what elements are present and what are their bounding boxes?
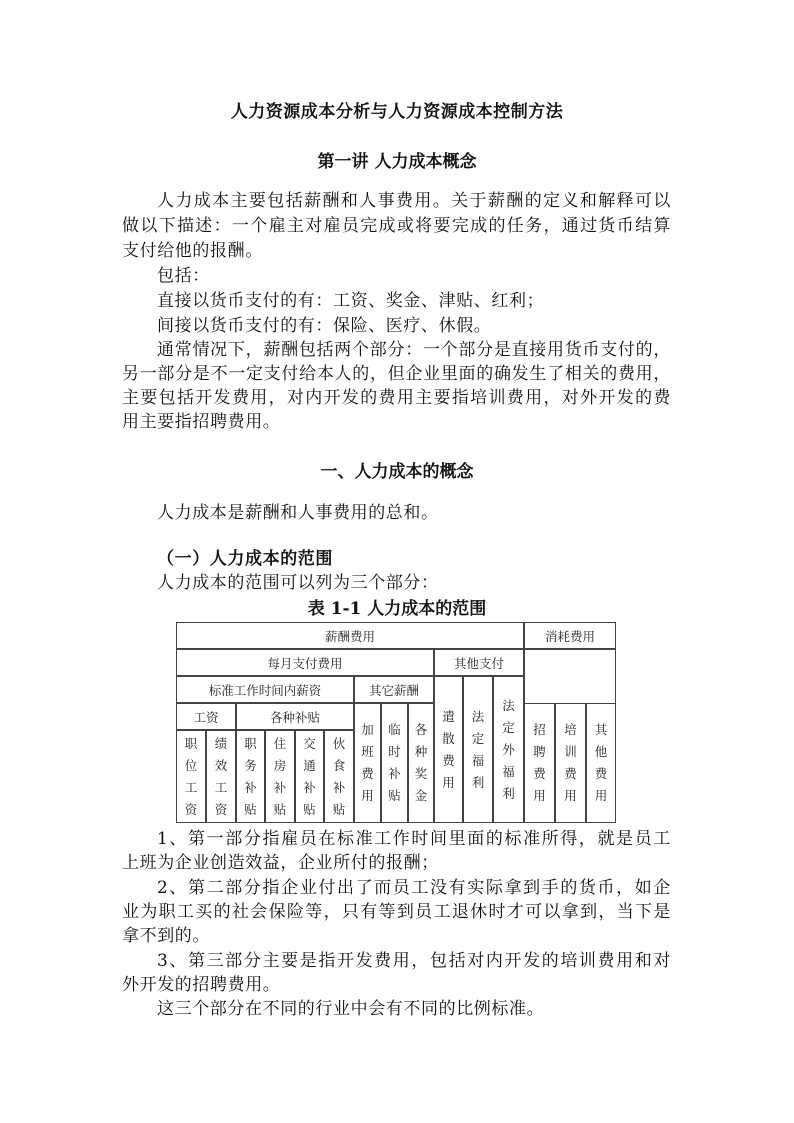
consumption-blank <box>524 649 616 703</box>
intro-line-2: 做以下描述：一个雇主对雇员完成或将要完成的任务，通过货币结算 <box>122 216 671 236</box>
col-training-cost: 培 训 费 用 <box>555 703 586 823</box>
col-performance-wage: 绩 效 工 资 <box>206 730 236 823</box>
part1-line-1: 1、第一部分指雇员在标准工作时间里面的标准所得，就是员工 <box>157 829 671 849</box>
col-duty-allowance: 职 务 补 贴 <box>236 730 265 823</box>
indirect-payment: 间接以货币支付的有：保险、医疗、休假。 <box>157 316 492 336</box>
intro-line-1: 人力成本主要包括薪酬和人事费用。关于薪酬的定义和解释可以 <box>157 191 671 211</box>
header-other-salary: 其它薪酬 <box>354 676 434 703</box>
col-overtime-cost: 加 班 费 用 <box>354 703 381 823</box>
header-other-payment: 其他支付 <box>434 649 524 676</box>
usual-line-1: 通常情况下，薪酬包括两个部分：一个部分是直接用货币支付的， <box>157 340 671 360</box>
col-statutory-welfare: 法 定 福 利 <box>463 676 493 823</box>
col-other-cost: 其 他 费 用 <box>586 703 616 823</box>
intro-line-3: 支付给他的报酬。 <box>122 241 263 261</box>
part2-line-3: 拿不到的。 <box>122 926 210 946</box>
header-allowances: 各种补贴 <box>236 703 354 730</box>
col-housing-allowance: 住 房 补 贴 <box>265 730 295 823</box>
part2-line-2: 业为职工买的社会保险等，只有等到员工退休时才可以拿到，当下是 <box>122 902 671 922</box>
sub-intro: 人力成本的范围可以列为三个部分： <box>157 573 439 593</box>
col-transport-allowance: 交 通 补 贴 <box>295 730 324 823</box>
include-label: 包括： <box>157 266 210 286</box>
col-various-bonus: 各 种 奖 金 <box>408 703 434 823</box>
section-heading: 一、人力成本的概念 <box>320 462 474 482</box>
lecture-title: 第一讲 人力成本概念 <box>317 152 477 172</box>
part3-line-2: 外开发的招聘费用。 <box>122 975 281 995</box>
cost-range-table <box>176 622 616 823</box>
col-recruitment-cost: 招 聘 费 用 <box>524 703 555 823</box>
col-non-statutory-welfare: 法 定 外 福 利 <box>493 676 524 823</box>
document-title: 人力资源成本分析与人力资源成本控制方法 <box>230 102 564 122</box>
col-severance-cost: 遣 散 费 用 <box>434 676 463 823</box>
direct-payment: 直接以货币支付的有：工资、奖金、津贴、红利； <box>157 291 545 311</box>
closing-sentence: 这三个部分在不同的行业中会有不同的比例标准。 <box>157 999 545 1019</box>
part1-line-2: 上班为企业创造效益，企业所付的报酬； <box>122 853 439 873</box>
header-monthly-payment: 每月支付费用 <box>176 649 434 676</box>
header-standard-time-salary: 标准工作时间内薪资 <box>176 676 354 703</box>
col-meal-allowance: 伙 食 补 贴 <box>324 730 354 823</box>
usual-line-2: 另一部分是不一定支付给本人的，但企业里面的确发生了相关的费用， <box>122 364 671 384</box>
header-wage: 工资 <box>176 703 236 730</box>
part3-line-1: 3、第三部分主要是指开发费用，包括对内开发的培训费用和对 <box>157 951 671 971</box>
usual-line-3: 主要包括开发费用，对内开发的费用主要指培训费用，对外开发的费 <box>122 388 671 408</box>
part2-line-1: 2、第二部分指企业付出了而员工没有实际拿到手的货币，如企 <box>157 878 671 898</box>
header-consumption-cost: 消耗费用 <box>524 622 616 649</box>
cost-definition: 人力成本是薪酬和人事费用的总和。 <box>157 503 439 523</box>
col-temporary-allowance: 临 时 补 贴 <box>381 703 408 823</box>
sub-heading: （一）人力成本的范围 <box>157 549 333 569</box>
table-caption: 表 1-1 人力成本的范围 <box>307 599 487 619</box>
header-salary-cost: 薪酬费用 <box>176 622 524 649</box>
usual-line-4: 用主要指招聘费用。 <box>122 412 281 432</box>
col-position-wage: 职 位 工 资 <box>176 730 206 823</box>
